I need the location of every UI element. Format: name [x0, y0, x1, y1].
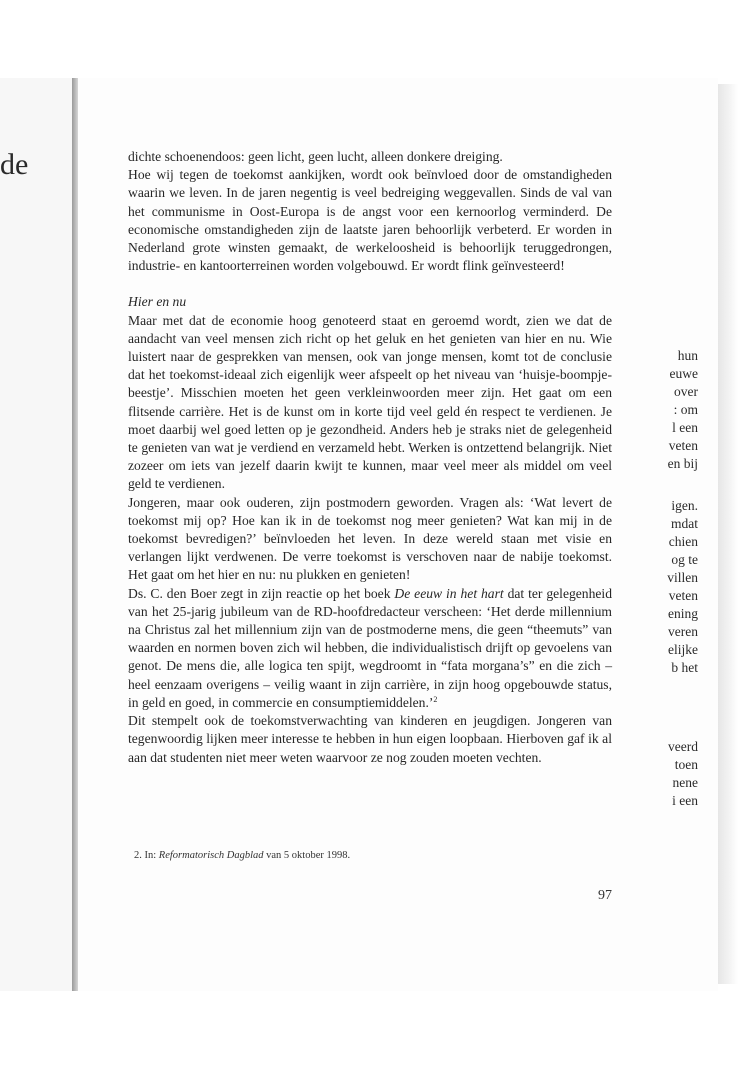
- left-page: [0, 78, 74, 991]
- paragraph: Hoe wij tegen de toekomst aankijken, wordt ook beïnvloed door de omstandigheden waarin we leven. In de jaren negentig is veel bedreiging weggevallen. Sinds de val van het communisme in Oost-Europa is de angst voor een kernoorlog verminderd. De economische omstandigheden zijn de laatste jaren behoorlijk verbeterd. Er worden in Nederland grote winsten gemaakt, de werkeloosheid is behoorlijk teruggedrongen, industrie- en kantoorterreinen worden volgebouwd. Er wordt flink geïnvesteerd!: [128, 167, 612, 274]
- page-edge: [718, 84, 738, 984]
- paragraph: Maar met dat de economie hoog genoteerd staat en geroemd wordt, zien we dat de aandacht van veel mensen zich richt op het geluk en het genieten van hier en nu. Wie luistert naar de gesprekken van mensen, ook van jonge mensen, komt tot de conclusie dat het toekomst-ideaal zich eigenlijk weer afspeelt op het niveau van ‘huisje-boompje-beestje’. Misschien moeten het geen verkleinwoorden meer zijn. Het gaat om een flitsende carrière. Het is de kunst om in korte tijd veel geld én respect te verdienen. Je moet daarbij wel goed letten op je gezondheid. Anders heb je straks niet de gelegenheid te genieten van wat je verdiend en verzameld hebt. Werken is ontzettend belangrijk. Niet zozeer om iets van jezelf daarin kwijt te kunnen, maar veel meer als middel om veel geld te verdienen.: [128, 312, 612, 492]
- left-line: veten: [668, 588, 698, 603]
- footnote: [134, 849, 604, 863]
- left-line: elijke: [668, 642, 698, 657]
- left-line: euwe: [669, 366, 698, 381]
- left-line: b het: [671, 660, 698, 675]
- left-line: ening: [668, 606, 698, 621]
- left-line: en bij: [667, 456, 698, 471]
- footnote-number: 2.: [134, 850, 142, 861]
- left-line: : om: [673, 402, 698, 417]
- quote-intro: Ds. C. den Boer zegt in zijn reactie op het boek: [128, 585, 395, 601]
- left-line: l een: [672, 420, 698, 435]
- left-line: mdat: [671, 516, 698, 531]
- left-line: toen: [674, 757, 698, 772]
- left-line: nene: [672, 775, 698, 790]
- paragraph: Dit stempelt ook de toekomstverwachting van kinderen en jeugdigen. Jongeren van tegenwoordig lijken meer interesse te hebben in hun eigen loopbaan. Hierboven gaf ik al aan dat studenten niet meer weten waarvoor ze nog zouden moeten vechten.: [128, 713, 612, 765]
- paragraph: dichte schoenendoos: geen licht, geen lucht, alleen donkere dreiging.: [128, 149, 503, 164]
- footnote-source: Reformatorisch Dagblad: [158, 850, 264, 861]
- quote-text: dat ter gelegenheid van het 25-jarig jubileum van de RD-hoofdredacteur verscheen: ‘Het derde millennium na Christus zal het millennium zijn van de postmoderne mens, die geen “theemuts” van waarden en normen boven zich wil hebben, die individualistisch drijft op gevoelens van genot. De mens die, alle logica ten spijt, wegdroomt in “fata morgana’s” en die zich – heel eenzaam overigens – veilig waant in zijn carrière, in zijn hoog opgebouwde status, in geld en goed, in commercie en consumptiemiddelen.’: [128, 585, 613, 710]
- paragraph: Jongeren, maar ook ouderen, zijn postmodern geworden. Vragen als: ‘Wat levert de toekomst mij op? Hoe kan ik in de toekomst nog meer genieten? Wat kan mij in de toekomst bevredigen?’ beïnvloeden het leven. In deze wereld staan met visie en verlangen lijkt verdwenen. De verre toekomst is verschoven naar de nabije toekomst. Het gaat om het hier en nu: nu plukken en genieten!: [128, 494, 612, 583]
- left-line: og te: [671, 552, 698, 567]
- left-line: chien: [668, 534, 698, 549]
- footnote-reference: 2: [433, 694, 438, 704]
- book-title: De eeuw in het hart: [394, 585, 504, 601]
- left-line: veerd: [668, 739, 698, 754]
- main-text-column: [128, 148, 612, 767]
- left-line: veren: [668, 624, 698, 639]
- left-line: hun: [677, 348, 698, 363]
- footnote-suffix: van 5 oktober 1998.: [263, 850, 351, 861]
- left-line: veten: [668, 438, 698, 453]
- left-page-heading-fragment: de: [0, 148, 29, 181]
- left-line: i een: [672, 793, 698, 808]
- left-line: villen: [667, 570, 698, 585]
- paragraph-quote: [128, 585, 612, 712]
- footnote-prefix: In:: [144, 850, 159, 861]
- section-heading: Hier en nu: [128, 294, 187, 310]
- left-line: over: [674, 384, 698, 399]
- left-line: igen.: [671, 498, 698, 513]
- page-number: 97: [598, 888, 612, 903]
